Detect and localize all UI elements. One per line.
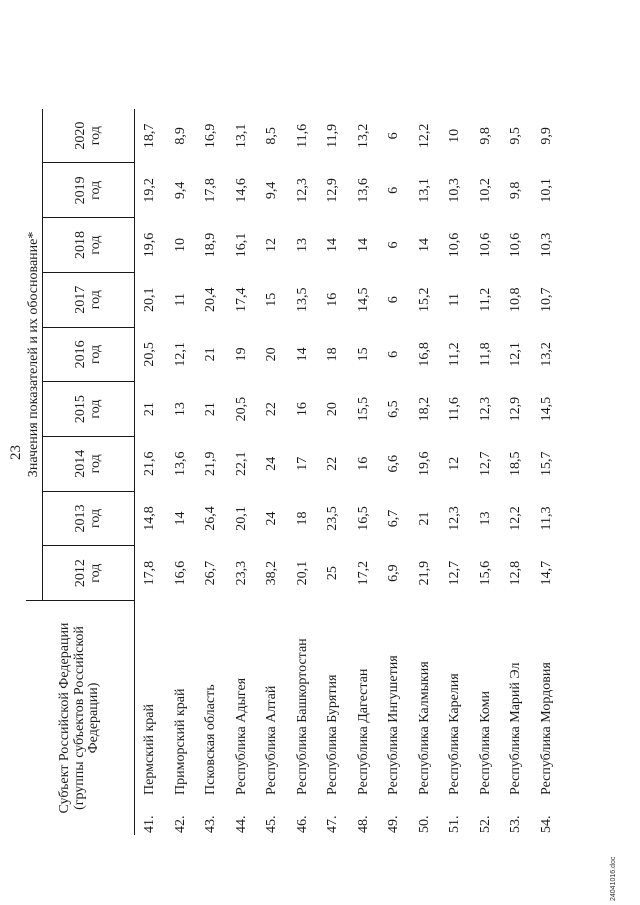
value-cell: 20,5 [233,396,249,422]
value-cell: 10,1 [538,178,554,203]
row-number: 41. [142,815,158,833]
value-cell: 14 [294,347,310,362]
value-cell: 18 [325,347,341,362]
value-cell: 6 [386,186,402,194]
value-cell: 11,2 [447,342,463,367]
row-number: 42. [172,815,188,833]
value-cell: 17 [294,456,310,471]
value-cell: 20,4 [203,287,219,312]
value-cell: 21 [416,511,432,526]
value-cell: 12 [447,456,463,471]
year-label: 2012 [72,559,88,588]
value-cell: 10,6 [508,232,524,258]
value-cell: 13,1 [416,178,432,203]
region-name: Республика Адыгея [233,677,249,795]
value-cell: 13,5 [294,287,310,312]
year-unit-label: год [87,508,103,529]
region-name: Пермский край [142,704,158,795]
value-cell: 19,6 [142,232,158,258]
region-name: Псковская область [203,684,219,795]
value-cell: 16,9 [203,123,219,149]
table-row [501,109,532,835]
value-cell: 12,9 [508,396,524,422]
value-cell: 13,1 [233,123,249,149]
region-name: Республика Марий Эл [508,662,524,795]
year-unit-label: год [87,290,103,310]
value-cell: 16,8 [416,342,432,367]
year-label: 2016 [72,340,88,369]
table-row [288,109,319,835]
value-cell: 14 [325,238,341,253]
value-cell: 9,4 [172,181,188,200]
value-cell: 19 [233,347,249,362]
row-number: 52. [477,815,493,833]
value-cell: 20,1 [142,287,158,312]
value-cell: 10 [447,128,463,143]
value-cell: 24 [264,456,280,471]
value-cell: 13 [172,402,188,417]
region-name: Республика Бурятия [325,674,341,795]
value-cell: 14 [172,511,188,526]
value-cell: 12,7 [477,451,493,477]
year-unit-label: год [87,235,103,255]
value-cell: 6,5 [386,400,402,418]
year-unit-label: год [87,344,103,364]
value-cell: 21 [142,402,158,417]
region-name: Республика Алтай [264,685,280,795]
row-number: 43. [203,815,219,833]
table-row [471,109,502,835]
year-column-header [43,109,135,163]
value-cell: 17,4 [233,287,249,312]
table-row [532,109,563,835]
value-cell: 12,1 [508,342,524,367]
value-cell: 23,5 [325,506,341,531]
value-cell: 9,9 [538,127,554,145]
year-label: 2014 [72,449,88,478]
region-name: Республика Дагестан [355,668,371,795]
value-cell: 6 [386,296,402,304]
year-unit-label: год [87,563,103,583]
row-number: 51. [447,815,463,833]
year-unit-label: год [87,454,103,474]
value-cell: 11,6 [447,397,463,422]
value-cell: 11,3 [538,506,554,531]
value-cell: 8,9 [172,127,188,145]
value-cell: 11 [172,292,188,307]
value-cell: 38,2 [264,560,280,586]
value-cell: 12,2 [508,506,524,531]
table-row [440,109,471,835]
value-cell: 26,4 [203,506,219,531]
value-cell: 14,5 [355,287,371,312]
value-cell: 17,8 [142,560,158,586]
value-cell: 9,8 [508,181,524,200]
value-cell: 24 [264,511,280,526]
value-cell: 18 [294,511,310,526]
value-cell: 18,5 [508,451,524,477]
value-cell: 10,8 [508,287,524,312]
value-cell: 14 [416,238,432,253]
year-label: 2018 [72,231,88,260]
value-cell: 18,7 [142,123,158,149]
year-column-header [43,436,135,491]
value-cell: 14,5 [538,396,554,422]
value-cell: 14,8 [142,506,158,531]
value-cell: 6,9 [386,564,402,582]
region-name: Республика Мордовия [538,662,554,795]
value-cell: 11 [447,292,463,307]
region-name: Республика Калмыкия [416,661,432,795]
year-label: 2019 [72,176,88,205]
year-column-header [43,491,135,546]
value-cell: 26,7 [203,560,219,586]
value-cell: 6 [386,350,402,358]
value-cell: 20 [325,402,341,417]
year-unit-label: год [87,126,103,146]
value-cell: 10,6 [477,232,493,258]
value-cell: 6,7 [386,509,402,528]
value-cell: 20 [264,347,280,362]
value-cell: 13,2 [355,123,371,149]
value-cell: 11,2 [477,287,493,312]
value-cell: 13,2 [538,342,554,367]
value-cell: 17,2 [355,560,371,586]
value-cell: 14,7 [538,560,554,586]
value-cell: 17,8 [203,178,219,203]
table-row [135,109,166,835]
year-label: 2017 [72,285,88,314]
value-cell: 16 [294,402,310,417]
row-number: 45. [264,815,280,833]
region-name: Республика Коми [477,691,493,795]
value-cell: 12,1 [172,342,188,367]
value-cell: 12,7 [447,560,463,586]
row-number: 50. [416,815,432,833]
indicator-table [26,109,562,835]
value-cell: 16,5 [355,506,371,531]
value-cell: 19,2 [142,178,158,203]
value-cell: 6,6 [386,455,402,473]
value-cell: 13 [477,511,493,526]
value-cell: 22,1 [233,451,249,477]
region-name: Республика Башкортостан [294,638,310,795]
value-cell: 11,8 [477,342,493,367]
year-column-header [43,163,135,218]
region-name: Республика Ингушетия [386,655,402,795]
value-cell: 10,2 [477,178,493,203]
value-cell: 9,8 [477,127,493,145]
row-number: 47. [325,815,341,833]
year-column-header [43,272,135,327]
value-cell: 11,9 [325,123,341,148]
value-cell: 13,6 [172,451,188,477]
value-cell: 15,7 [538,451,554,477]
table-body [135,109,563,835]
row-number: 48. [355,815,371,833]
row-number: 46. [294,815,310,833]
value-cell: 15,5 [355,396,371,422]
table-row [196,109,227,835]
value-cell: 21 [203,402,219,417]
table-row [410,109,441,835]
value-cell: 16 [325,292,341,307]
year-label: 2015 [72,395,88,424]
value-cell: 9,4 [264,181,280,200]
value-cell: 10,3 [447,178,463,203]
year-column-header [43,218,135,273]
value-cell: 10,7 [538,287,554,312]
value-cell: 22 [325,456,341,471]
year-column-header [43,546,135,601]
value-cell: 12,9 [325,178,341,203]
table-row [318,109,349,835]
value-cell: 15,6 [477,560,493,586]
value-cell: 10 [172,238,188,253]
document-filename-stamp: 24041016.doc [610,856,617,901]
value-cell: 20,5 [142,342,158,367]
row-number: 53. [508,815,524,833]
value-cell: 14 [355,238,371,253]
table-row [227,109,258,835]
values-group-header: Значения показателей и их обоснование* [26,109,43,601]
value-cell: 12,8 [508,560,524,586]
value-cell: 10,6 [447,232,463,258]
year-label: 2013 [72,504,88,533]
value-cell: 25 [325,566,341,581]
table-row [257,109,288,835]
value-cell: 15 [355,347,371,362]
year-column-header [43,382,135,437]
table-row [166,109,197,835]
table-row [349,109,380,835]
value-cell: 12,3 [294,178,310,203]
value-cell: 13 [294,238,310,253]
region-name: Республика Карелия [447,673,463,795]
value-cell: 20,1 [294,560,310,586]
value-cell: 11,6 [294,123,310,148]
value-cell: 6 [386,241,402,249]
value-cell: 12,3 [477,396,493,422]
row-number: 54. [538,815,554,833]
region-name: Приморский край [172,688,188,795]
value-cell: 22 [264,402,280,417]
year-unit-label: год [87,180,103,200]
value-cell: 18,2 [416,396,432,422]
value-cell: 14,6 [233,178,249,203]
value-cell: 18,9 [203,232,219,258]
value-cell: 21 [203,347,219,362]
value-cell: 12,2 [416,123,432,149]
header-row-top [26,109,43,835]
value-cell: 12,3 [447,506,463,531]
value-cell: 21,9 [416,560,432,586]
value-cell: 13,6 [355,178,371,203]
value-cell: 15,2 [416,287,432,312]
table-row [379,109,410,835]
value-cell: 21,6 [142,451,158,477]
page-number: 23 [8,445,24,460]
value-cell: 15 [264,292,280,307]
value-cell: 16,1 [233,232,249,258]
value-cell: 6 [386,132,402,140]
year-unit-label: год [87,399,103,419]
value-cell: 16 [355,456,371,471]
row-number: 49. [386,815,402,833]
value-cell: 21,9 [203,451,219,477]
value-cell: 23,3 [233,560,249,586]
year-column-header [43,327,135,382]
year-label: 2020 [72,121,88,150]
value-cell: 12 [264,238,280,253]
value-cell: 10,3 [538,232,554,258]
value-cell: 20,1 [233,506,249,531]
value-cell: 16,6 [172,560,188,586]
value-cell: 8,5 [264,127,280,145]
value-cell: 19,6 [416,451,432,477]
subject-column-header: Субъект Российской Федерации (группы субъектов Российской Федерации) [26,601,135,836]
row-number: 44. [233,815,249,833]
value-cell: 9,5 [508,127,524,145]
